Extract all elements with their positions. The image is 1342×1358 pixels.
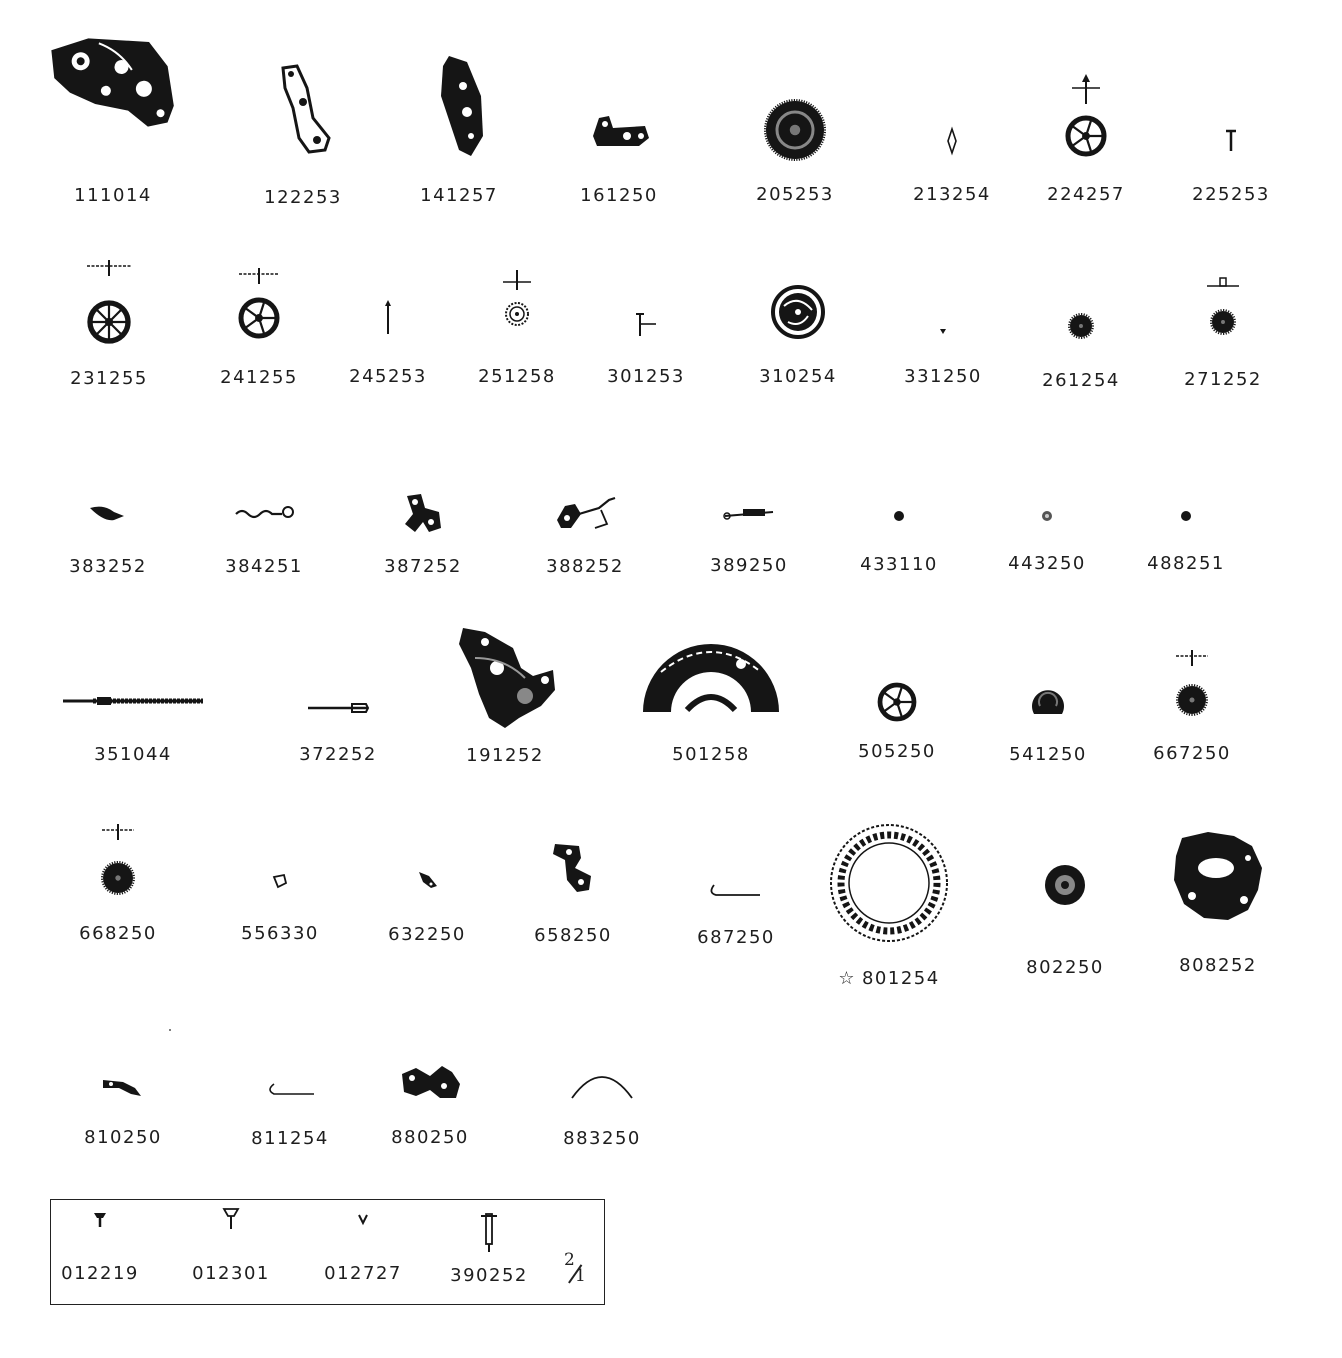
screw-icon: [479, 1209, 499, 1255]
lever-icon: [401, 492, 445, 536]
part-number: 205253: [756, 184, 834, 205]
stem-icon: [61, 694, 205, 708]
part-number-label: [225, 556, 303, 577]
part-number-label: [69, 556, 147, 577]
wheel-icon: [1056, 66, 1116, 166]
bridge-icon: [453, 626, 557, 730]
bridge-icon: [273, 63, 333, 153]
part-number: 122253: [264, 187, 342, 208]
part-number: 488251: [1147, 553, 1225, 574]
part-number-label: [220, 367, 298, 388]
part-number: 231255: [70, 368, 148, 389]
gear-icon: [1042, 862, 1088, 908]
part-number-label: [192, 1263, 270, 1284]
part-number: 556330: [241, 923, 319, 944]
part-number-label: [264, 187, 342, 208]
spring-icon: [264, 1080, 316, 1100]
part-number: 161250: [580, 185, 658, 206]
bridge-icon: [589, 112, 649, 152]
part-number: 501258: [672, 744, 750, 765]
gear-icon: [1170, 644, 1214, 724]
part-number: 668250: [79, 923, 157, 944]
main-plate-icon: [53, 32, 173, 132]
balance-icon: [768, 282, 828, 342]
jewel-icon: [1178, 508, 1194, 524]
part-number: 012727: [324, 1263, 402, 1284]
jewel-icon: [1039, 508, 1055, 524]
part-number-label: [1042, 370, 1120, 391]
scale-ratio: [561, 1250, 589, 1286]
rotor-icon: [641, 641, 781, 723]
part-number-label: [1009, 744, 1087, 765]
gear-icon: [1028, 686, 1068, 726]
screw-icon: [92, 1209, 108, 1229]
part-number: 632250: [388, 924, 466, 945]
lever-icon: [88, 503, 128, 525]
part-number-label: [672, 744, 750, 765]
part-number-label: [1153, 743, 1231, 764]
part-number-label: [1047, 184, 1125, 205]
part-number-label: [251, 1128, 329, 1149]
spring-icon: [570, 1070, 634, 1102]
part-number-label: [563, 1128, 641, 1149]
gear-icon: [96, 820, 140, 900]
part-number: 880250: [391, 1127, 469, 1148]
escape-wheel-icon: [492, 264, 542, 344]
lever-icon: [550, 840, 596, 896]
part-number: 505250: [858, 741, 936, 762]
part-number-label: [913, 184, 991, 205]
part-number-label: [466, 745, 544, 766]
part-number-label: [1192, 184, 1270, 205]
part-number-label: [1008, 553, 1086, 574]
part-number-label: [838, 968, 939, 989]
part-number: 801254: [861, 968, 940, 989]
part-number: 443250: [1008, 553, 1086, 574]
part-number-label: [420, 185, 498, 206]
part-number: 351044: [94, 744, 172, 765]
part-number: 224257: [1047, 184, 1125, 205]
pinion-icon: [944, 127, 960, 155]
part-number-label: [349, 366, 427, 387]
part-number: 811254: [251, 1128, 329, 1149]
part-number: 213254: [913, 184, 991, 205]
screws-box: [50, 1199, 605, 1305]
lever-icon: [413, 868, 441, 892]
part-number: 802250: [1026, 957, 1104, 978]
ratio-numerator: 2: [564, 1250, 575, 1270]
part-number: 372252: [299, 744, 377, 765]
part-number: 241255: [220, 367, 298, 388]
part-number-label: [1147, 553, 1225, 574]
part-number-label: [384, 556, 462, 577]
lever-icon: [98, 1073, 148, 1099]
date-ring-icon: [826, 820, 952, 946]
part-number: 301253: [607, 366, 685, 387]
part-number-label: [858, 741, 936, 762]
plate-icon: [1170, 828, 1266, 924]
part-number: 388252: [546, 556, 624, 577]
gear-icon: [1203, 273, 1243, 343]
pin-icon: [1225, 126, 1237, 156]
ratio-denominator: 1: [575, 1266, 586, 1286]
part-number: 883250: [563, 1128, 641, 1149]
lever-icon: [631, 309, 661, 339]
part-number: 390252: [450, 1265, 528, 1286]
part-number-label: [580, 185, 658, 206]
part-number-label: [74, 185, 152, 206]
part-number: 808252: [1179, 955, 1257, 976]
part-number-label: [61, 1263, 139, 1284]
part-number: 310254: [759, 366, 837, 387]
part-number-label: [94, 744, 172, 765]
part-number: 225253: [1192, 184, 1270, 205]
barrel-icon: [760, 95, 830, 165]
part-number-label: [697, 927, 775, 948]
part-number: 541250: [1009, 744, 1087, 765]
pin-icon: [938, 326, 948, 336]
part-number: 271252: [1184, 369, 1262, 390]
wheel-icon: [875, 680, 919, 724]
part-number: 383252: [69, 556, 147, 577]
star-marker-icon: ☆: [838, 968, 856, 989]
part-number: 384251: [225, 556, 303, 577]
part-number: 658250: [534, 925, 612, 946]
part-number: 111014: [74, 185, 152, 206]
part-number-label: [388, 924, 466, 945]
spring-icon: [234, 502, 294, 526]
part-number: 191252: [466, 745, 544, 766]
part-number-label: [1184, 369, 1262, 390]
part-number: 389250: [710, 555, 788, 576]
part-number: 667250: [1153, 743, 1231, 764]
part-number-label: [1026, 957, 1104, 978]
part-number-label: [607, 366, 685, 387]
part-number-label: [478, 366, 556, 387]
part-number: 331250: [904, 366, 982, 387]
screw-icon: [357, 1212, 369, 1226]
part-number: 245253: [349, 366, 427, 387]
stem-icon: [306, 701, 370, 715]
spring-icon: [722, 504, 776, 524]
gear-icon: [1066, 311, 1096, 341]
part-number: 387252: [384, 556, 462, 577]
part-number-label: [79, 923, 157, 944]
part-number: 012219: [61, 1263, 139, 1284]
jewel-icon: [891, 508, 907, 524]
screw-icon: [222, 1206, 240, 1232]
part-number: 251258: [478, 366, 556, 387]
part-number: 261254: [1042, 370, 1120, 391]
part-number-label: [860, 554, 938, 575]
part-number-label: [324, 1263, 402, 1284]
part-number-label: [70, 368, 148, 389]
part-number-label: [391, 1127, 469, 1148]
part-number-label: [241, 923, 319, 944]
screw-icon: [268, 871, 292, 891]
lever-icon: [553, 494, 617, 534]
wheel-icon: [231, 254, 287, 354]
wheel-icon: [81, 252, 137, 352]
part-number: 433110: [860, 554, 938, 575]
part-number-label: [450, 1265, 528, 1286]
part-number-label: [759, 366, 837, 387]
part-number-label: [84, 1127, 162, 1148]
part-number-label: [756, 184, 834, 205]
part-number: 141257: [420, 185, 498, 206]
part-number: 687250: [697, 927, 775, 948]
part-number-label: [299, 744, 377, 765]
part-number-label: [710, 555, 788, 576]
part-number-label: [534, 925, 612, 946]
pin-icon: [382, 298, 394, 338]
bridge-icon: [429, 54, 489, 159]
part-number-label: [904, 366, 982, 387]
part-number: 012301: [192, 1263, 270, 1284]
part-number-label: [546, 556, 624, 577]
part-number: 810250: [84, 1127, 162, 1148]
part-number-label: [1179, 955, 1257, 976]
spring-icon: [708, 878, 764, 900]
lever-icon: [398, 1064, 462, 1104]
